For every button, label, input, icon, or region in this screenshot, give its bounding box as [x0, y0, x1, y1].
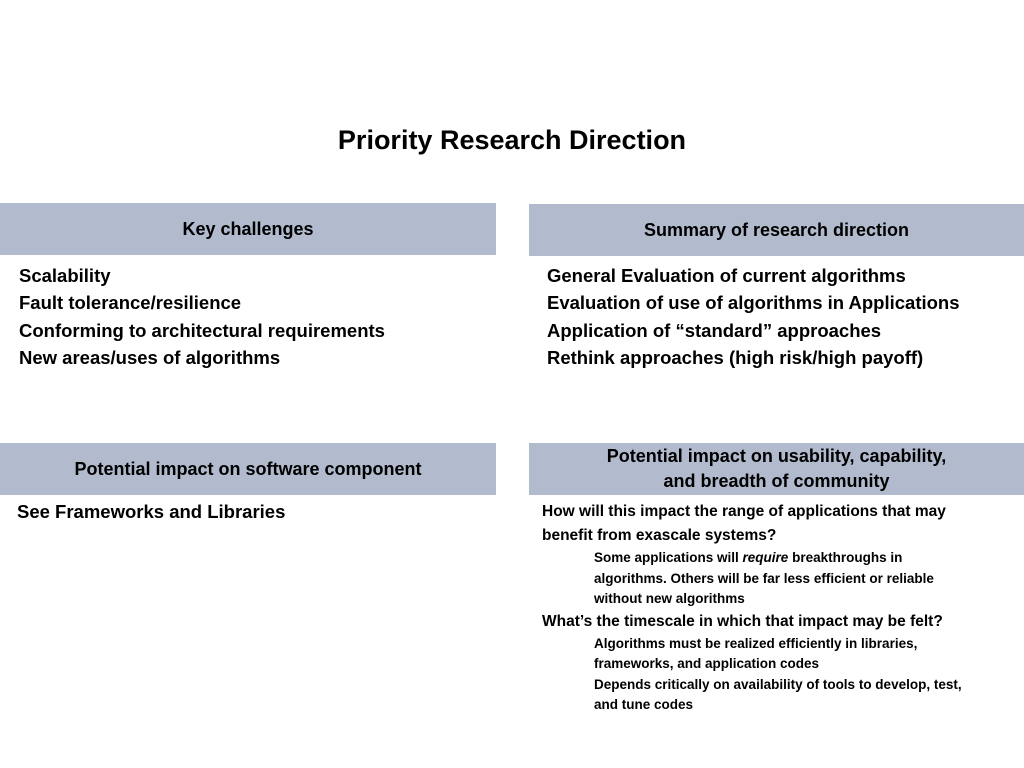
- answer-timescale-2: [594, 675, 1012, 716]
- summary-header: [529, 204, 1024, 256]
- answer-timescale-2-line1: Depends critically on availability of tools to develop, test,: [594, 676, 962, 692]
- list-item: Conforming to architectural requirements: [19, 319, 385, 341]
- software-impact-header-label: Potential impact on software component: [74, 458, 422, 479]
- answer-range-pre: Some applications will: [594, 550, 743, 565]
- list-item: Fault tolerance/resilience: [19, 292, 242, 314]
- question-timescale: What’s the timescale in which that impact may be felt?: [542, 612, 943, 630]
- key-challenges-header: [0, 203, 496, 255]
- list-item: Application of “standard” approaches: [547, 319, 882, 341]
- answer-timescale-1: [594, 634, 1012, 675]
- answer-range-post: breakthroughs in: [788, 550, 903, 565]
- slide-title: Priority Research Direction: [337, 125, 687, 155]
- list-item: Rethink approaches (high risk/high payoff): [547, 346, 924, 368]
- question-range-line2: benefit from exascale systems?: [542, 527, 777, 544]
- answer-range-line3: without new algorithms: [594, 591, 745, 606]
- answer-range-line2: algorithms. Others will be far less efficient or reliable: [594, 570, 934, 586]
- community-impact-body: [542, 500, 1012, 716]
- community-impact-header: [529, 443, 1024, 495]
- answer-timescale-1-line1: Algorithms must be realized efficiently in libraries,: [594, 635, 918, 651]
- community-impact-header-line2: and breadth of community: [663, 471, 890, 491]
- answer-timescale-1-line2: frameworks, and application codes: [594, 656, 820, 671]
- list-item: Scalability: [19, 265, 111, 286]
- answer-timescale-2-line2: and tune codes: [594, 697, 694, 712]
- list-item: General Evaluation of current algorithms: [547, 265, 906, 286]
- answer-range: [594, 548, 1012, 610]
- list-item: Evaluation of use of algorithms in Applications: [547, 292, 960, 314]
- software-impact-header: [0, 443, 496, 495]
- summary-header-label: Summary of research direction: [643, 219, 910, 240]
- key-challenges-list: [19, 262, 385, 371]
- question-range: [542, 500, 1012, 548]
- key-challenges-header-label: Key challenges: [182, 218, 314, 239]
- question-range-line1: How will this impact the range of applications that may: [542, 503, 946, 520]
- community-impact-header-line1: Potential impact on usability, capability,: [606, 446, 947, 466]
- community-impact-header-label: [607, 444, 946, 494]
- summary-list: [547, 262, 960, 371]
- list-item: New areas/uses of algorithms: [19, 346, 281, 368]
- answer-range-emphasis: require: [742, 550, 789, 565]
- software-impact-text: See Frameworks and Libraries: [17, 501, 286, 522]
